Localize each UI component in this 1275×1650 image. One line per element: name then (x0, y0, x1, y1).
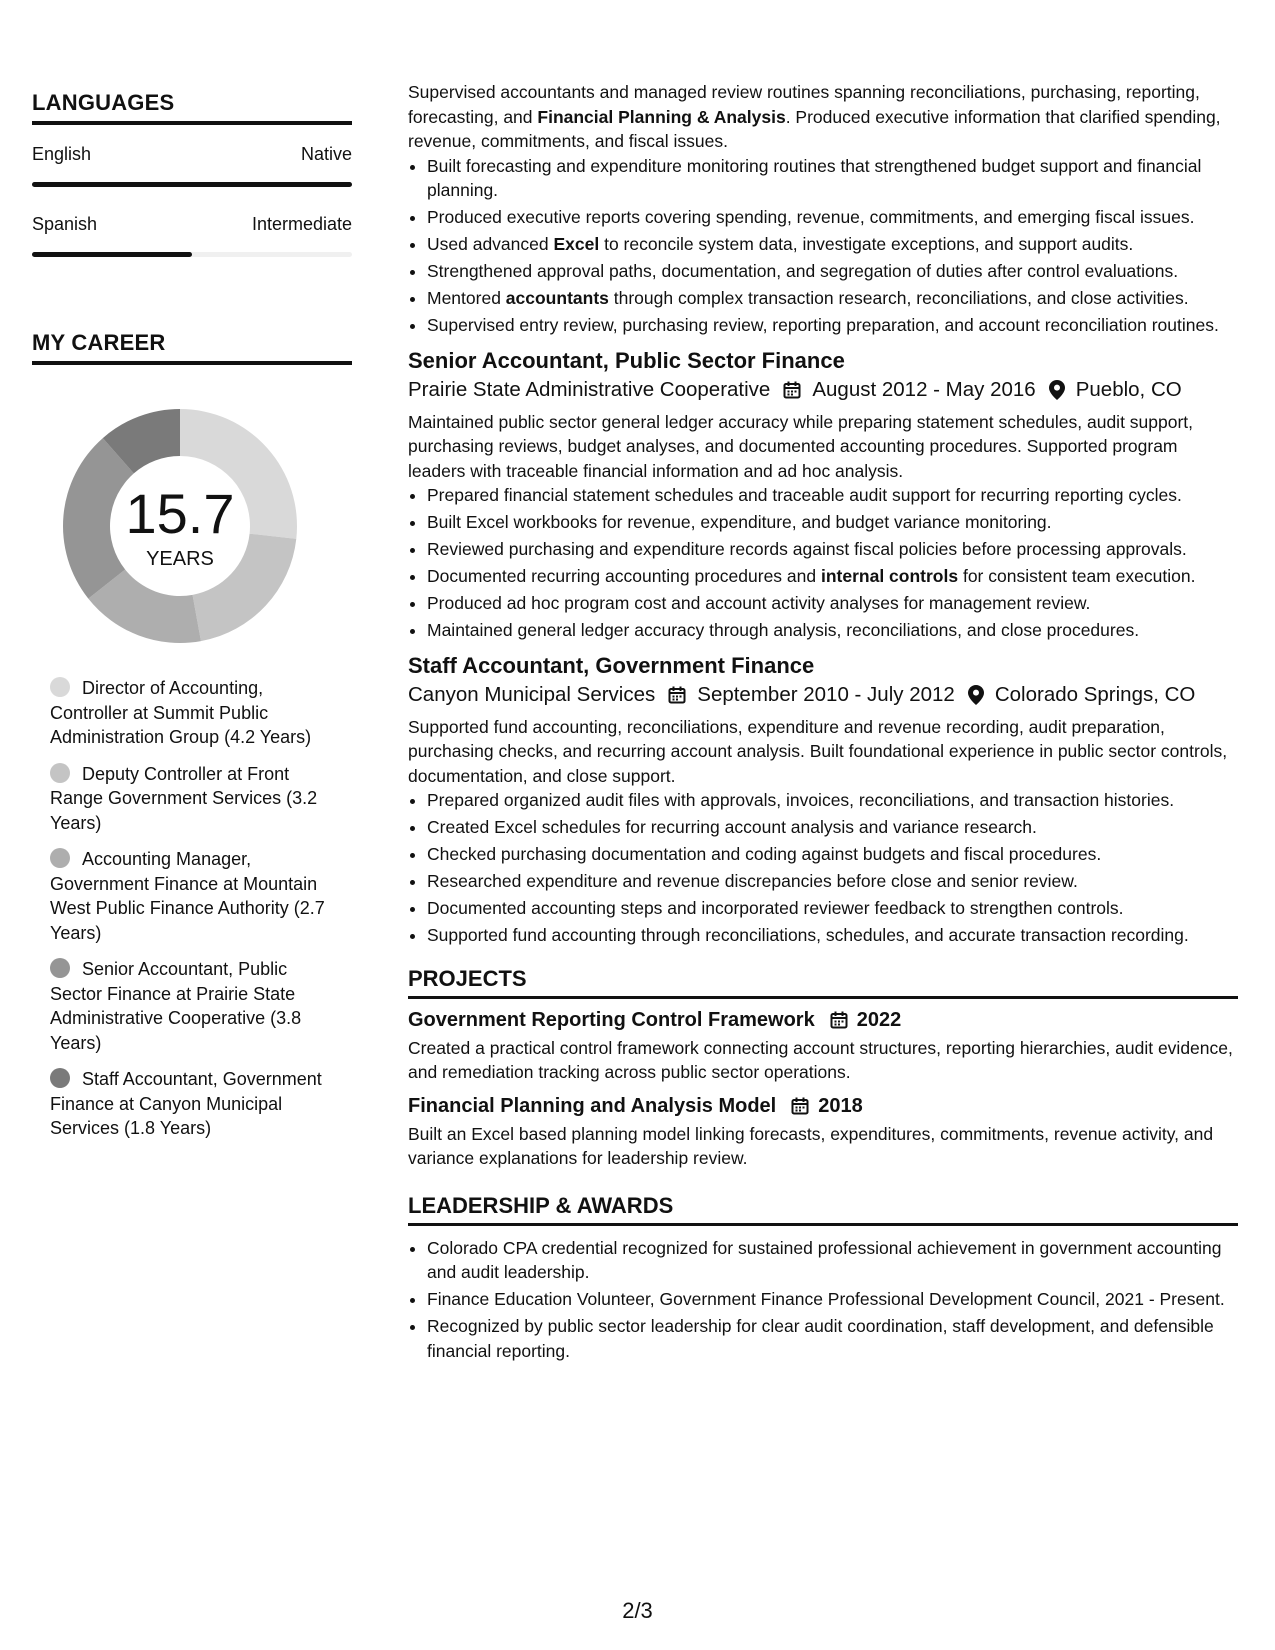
text-run: Built forecasting and expenditure monitoring routines that strengthened budget support and financial planning. (427, 155, 1202, 200)
career-legend (50, 676, 340, 1153)
bullet-item (427, 313, 1238, 338)
job-company: Canyon Municipal Services (408, 682, 656, 706)
project-title-row (408, 1009, 1238, 1032)
job-title: Staff Accountant, Government Finance (408, 652, 815, 678)
bullet-item (427, 259, 1238, 284)
page-number: 2/3 (622, 1598, 653, 1623)
bullet-item (427, 869, 1238, 894)
text-run: Created Excel schedules for recurring account analysis and variance research. (427, 817, 1037, 837)
role-bullets (408, 154, 1238, 338)
language-row (32, 214, 352, 235)
job-entry (408, 653, 1238, 948)
main-content (408, 0, 1238, 1366)
total-years-unit: YEARS (146, 548, 214, 570)
bullet-item (427, 1314, 1238, 1363)
project-list (408, 1009, 1238, 1171)
language-level: Native (300, 144, 352, 164)
bullet-item (427, 483, 1238, 508)
text-run: Recognized by public sector leadership for clear audit coordination, staff development, and defensible financial reporting. (427, 1316, 1214, 1361)
job-dates: August 2012 - May 2016 (812, 377, 1036, 401)
job-list (408, 348, 1238, 948)
legend-dot-icon (50, 848, 70, 868)
emphasis-text: internal controls (820, 566, 959, 586)
languages-heading: LANGUAGES (32, 90, 352, 125)
text-run: Finance Education Volunteer, Government Finance Professional Development Council, 2021 - Present. (427, 1289, 1225, 1309)
text-run: Colorado CPA credential recognized for sustained professional achievement in government accounting and audit leadership. (427, 1237, 1222, 1282)
career-legend-label: Director of Accounting, Controller at Summit Public Administration Group (4.2 Years) (50, 678, 312, 747)
career-legend-item (50, 1067, 340, 1141)
legend-dot-icon (50, 958, 70, 978)
project-year: 2018 (818, 1094, 863, 1117)
bullet-item (427, 537, 1238, 562)
text-run: Prepared organized audit files with approvals, invoices, reconciliations, and transaction histories. (427, 790, 1175, 810)
project-description: Built an Excel based planning model linking forecasts, expenditures, commitments, revenue activity, and variance explanations for leadership review. (408, 1123, 1214, 1168)
bullet-item (427, 618, 1238, 643)
legend-dot-icon (50, 1068, 70, 1088)
job-summary: Supported fund accounting, reconciliations, expenditure and revenue recording, audit preparation, purchasing checks, and recurring account analysis. Built foundational experience in public sector controls, documentation, and close support. (408, 716, 1228, 786)
leadership-list (408, 1236, 1238, 1364)
bullet-item (427, 1236, 1238, 1285)
text-run: Mentored (427, 288, 506, 308)
career-legend-label: Senior Accountant, Public Sector Finance at Prairie State Administrative Cooperative (3.8 Years) (50, 959, 302, 1053)
career-heading: MY CAREER (32, 330, 352, 365)
job-bullets (408, 483, 1238, 643)
career-legend-label: Accounting Manager, Government Finance at Mountain West Public Finance Authority (2.7 Years) (50, 849, 325, 943)
bullet-item (427, 896, 1238, 921)
text-run: Supervised accountants and managed review routines spanning reconciliations, purchasing, reporting, forecasting, and (408, 82, 1200, 127)
language-name: English (32, 144, 92, 164)
job-location: Colorado Springs, CO (994, 682, 1196, 706)
bullet-item (427, 510, 1238, 535)
emphasis-text: Financial Planning & Analysis (537, 106, 786, 127)
language-proficiency-bar (32, 252, 352, 257)
job-title: Senior Accountant, Public Sector Finance (408, 347, 845, 373)
text-run: Supported fund accounting through reconciliations, schedules, and accurate transaction recording. (427, 925, 1189, 945)
text-run: Documented recurring accounting procedures and (427, 566, 821, 586)
language-name: Spanish (32, 214, 98, 234)
calendar-icon (829, 1010, 849, 1030)
bullet-item (427, 564, 1238, 589)
career-donut-chart (56, 402, 304, 650)
language-proficiency-fill (32, 182, 352, 187)
bullet-item (427, 923, 1238, 948)
career-legend-item (50, 676, 340, 750)
career-legend-item (50, 847, 340, 945)
text-run: Supervised entry review, purchasing review, reporting preparation, and account reconciliation routines. (427, 315, 1219, 335)
project-year: 2022 (856, 1008, 902, 1031)
bullet-item (427, 205, 1238, 230)
text-run: for consistent team execution. (958, 566, 1196, 586)
text-run: Produced executive reports covering spending, revenue, commitments, and emerging fiscal issues. (427, 207, 1195, 227)
bullet-item (427, 842, 1238, 867)
calendar-icon (790, 1096, 810, 1116)
text-run: Documented accounting steps and incorporated reviewer feedback to strengthen controls. (427, 898, 1124, 918)
career-legend-label: Staff Accountant, Government Finance at Canyon Municipal Services (1.8 Years) (50, 1069, 322, 1138)
job-location: Pueblo, CO (1075, 377, 1182, 401)
project-entry (408, 1095, 1238, 1171)
career-legend-label: Deputy Controller at Front Range Government Services (3.2 Years) (50, 763, 318, 833)
job-entry (408, 348, 1238, 643)
text-run: to reconcile system data, investigate exceptions, and support audits. (599, 234, 1134, 254)
job-meta (408, 683, 1238, 707)
bullet-item (427, 788, 1238, 813)
text-run: Maintained general ledger accuracy through analysis, reconciliations, and close procedures. (427, 620, 1140, 640)
location-pin-icon (1048, 379, 1066, 401)
text-run: Built Excel workbooks for revenue, expenditure, and budget variance monitoring. (427, 512, 1052, 532)
job-summary: Maintained public sector general ledger accuracy while preparing statement schedules, audit support, purchasing reviews, budget analyses, and documented accounting procedures. Supported program leaders with traceable financial information and ad hoc analysis. (408, 411, 1194, 481)
job-meta (408, 378, 1238, 402)
text-run: through complex transaction research, reconciliations, and close activities. (608, 288, 1189, 308)
location-pin-icon (967, 684, 985, 706)
emphasis-text: accountants (505, 288, 609, 308)
bullet-item (427, 154, 1238, 203)
language-proficiency-bar (32, 182, 352, 187)
text-run: . Produced executive information that clarified spending, revenue, commitments, and fiscal issues. (408, 106, 1221, 151)
job-company: Prairie State Administrative Cooperative (408, 377, 771, 401)
bullet-item (427, 815, 1238, 840)
text-run: Researched expenditure and revenue discrepancies before close and senior review. (427, 871, 1078, 891)
project-title: Government Reporting Control Framework (408, 1008, 815, 1031)
leadership-heading: LEADERSHIP & AWARDS (408, 1193, 1238, 1226)
language-level: Intermediate (251, 214, 352, 234)
text-run: Prepared financial statement schedules and traceable audit support for recurring reporting cycles. (427, 485, 1182, 505)
job-dates: September 2010 - July 2012 (697, 682, 955, 706)
job-bullets (408, 788, 1238, 948)
text-run: Used advanced (427, 234, 554, 254)
language-proficiency-fill (32, 252, 192, 257)
calendar-icon (667, 685, 687, 705)
bullet-item (427, 232, 1238, 257)
text-run: Produced ad hoc program cost and account activity analyses for management review. (427, 593, 1091, 613)
career-legend-item (50, 762, 340, 836)
legend-dot-icon (50, 763, 70, 783)
legend-dot-icon (50, 677, 70, 697)
project-title-row (408, 1095, 1238, 1118)
project-entry (408, 1009, 1238, 1085)
text-run: Reviewed purchasing and expenditure records against fiscal policies before processing approvals. (427, 539, 1187, 559)
calendar-icon (782, 380, 802, 400)
emphasis-text: Excel (553, 234, 600, 254)
language-row (32, 144, 352, 165)
bullet-item (427, 286, 1238, 311)
total-years-value: 15.7 (125, 482, 235, 545)
project-title: Financial Planning and Analysis Model (408, 1094, 777, 1117)
text-run: Checked purchasing documentation and coding against budgets and fiscal procedures. (427, 844, 1102, 864)
text-run: Strengthened approval paths, documentation, and segregation of duties after control evaluations. (427, 261, 1179, 281)
career-legend-item (50, 957, 340, 1055)
bullet-item (427, 591, 1238, 616)
role-summary (408, 80, 1238, 154)
projects-heading: PROJECTS (408, 966, 1238, 999)
project-description: Created a practical control framework connecting account structures, reporting hierarchies, audit evidence, and remediation tracking across public sector operations. (408, 1037, 1233, 1082)
bullet-item (427, 1287, 1238, 1312)
